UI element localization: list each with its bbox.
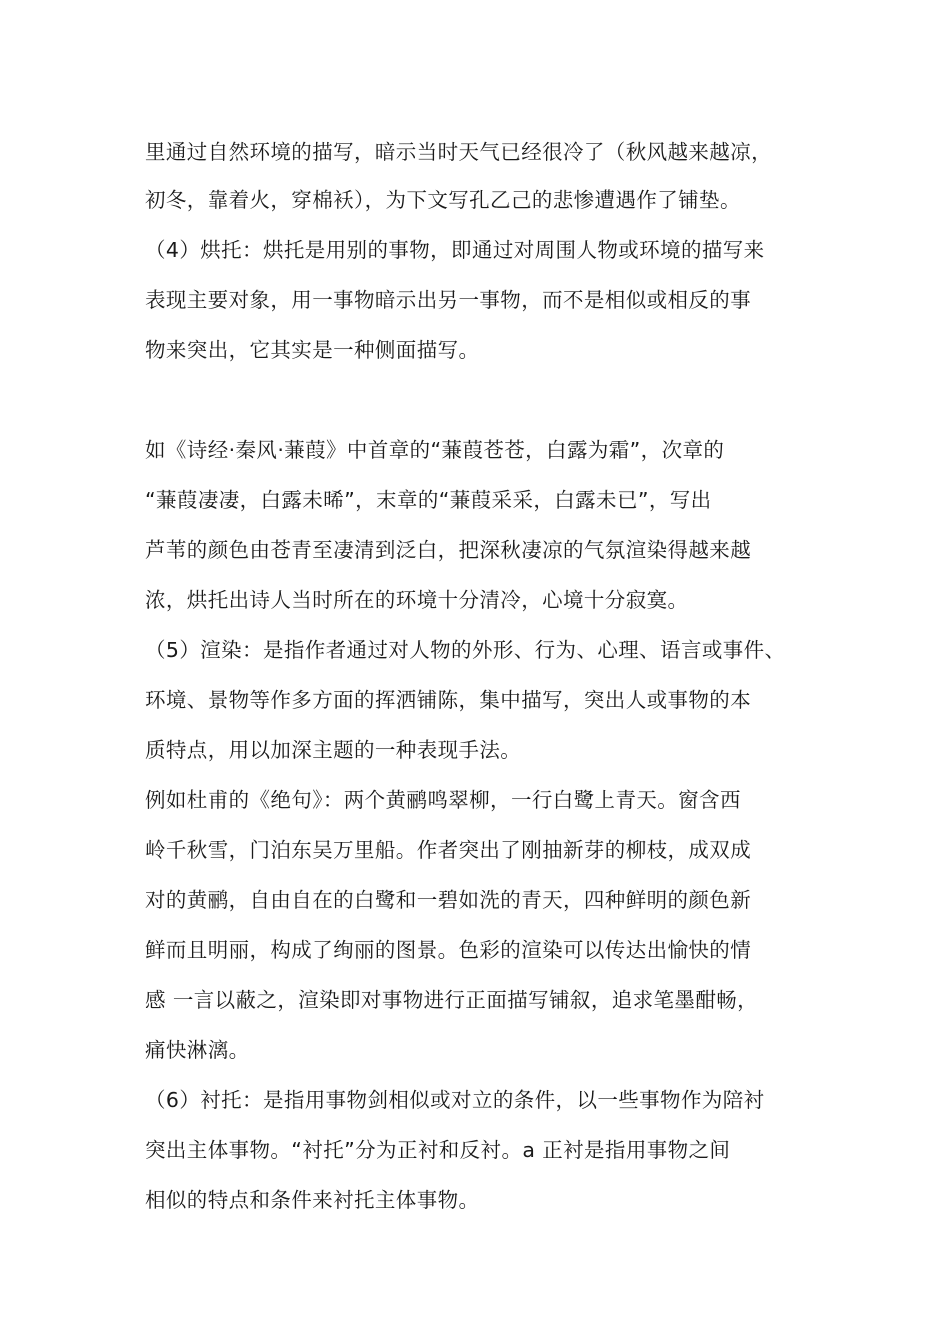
text-line: 例如杜甫的《绝句》：两个黄鹂鸣翠柳，一行白鹭上青天。窗含西 bbox=[145, 788, 741, 812]
text-line: 岭千秋雪，门泊东吴万里船。作者突出了刚抽新芽的柳枝，成双成 bbox=[145, 838, 752, 862]
text-line: 质特点，用以加深主题的一种表现手法。 bbox=[145, 738, 522, 762]
text-line: 痛快淋漓。 bbox=[145, 1038, 250, 1062]
text-line: “蒹葭凄凄，白露未晞”，末章的“蒹葭采采，白露未已”，写出 bbox=[145, 488, 712, 512]
text-line: 浓，烘托出诗人当时所在的环境十分清冷，心境十分寂寞。 bbox=[145, 588, 689, 612]
text-line: 感 一言以蔽之，渲染即对事物进行正面描写铺叙，追求笔墨酣畅， bbox=[145, 988, 759, 1012]
text-line: （4）烘托：烘托是用别的事物，即通过对周围人物或环境的描写来 bbox=[145, 238, 765, 262]
text-line: 初冬，靠着火，穿棉袄），为下文写孔乙己的悲惨遭遇作了铺垫。 bbox=[145, 188, 741, 212]
text-line: 里通过自然环境的描写，暗示当时天气已经很冷了（秋风越来越凉， bbox=[145, 140, 772, 164]
text-line: 物来突出，它其实是一种侧面描写。 bbox=[145, 338, 480, 362]
text-line: 对的黄鹂，自由自在的白鹭和一碧如洗的青天，四种鲜明的颜色新 bbox=[145, 888, 752, 912]
text-line: 表现主要对象，用一事物暗示出另一事物，而不是相似或相反的事 bbox=[145, 288, 752, 312]
text-line: 鲜而且明丽，构成了绚丽的图景。色彩的渲染可以传达出愉快的情 bbox=[145, 938, 752, 962]
text-line: 如《诗经·秦风·蒹葭》中首章的“蒹葭苍苍，白露为霜”，次章的 bbox=[145, 438, 725, 462]
text-line: 相似的特点和条件来衬托主体事物。 bbox=[145, 1188, 480, 1212]
text-line: 芦苇的颜色由苍青至凄清到泛白，把深秋凄凉的气氛渲染得越来越 bbox=[145, 538, 752, 562]
text-line: （6）衬托：是指用事物剑相似或对立的条件，以一些事物作为陪衬 bbox=[145, 1088, 765, 1112]
text-line: 突出主体事物。“衬托”分为正衬和反衬。a 正衬是指用事物之间 bbox=[145, 1138, 731, 1162]
text-line: 环境、景物等作多方面的挥洒铺陈，集中描写，突出人或事物的本 bbox=[145, 688, 752, 712]
text-line: （5）渲染：是指作者通过对人物的外形、行为、心理、语言或事件、 bbox=[145, 638, 786, 662]
